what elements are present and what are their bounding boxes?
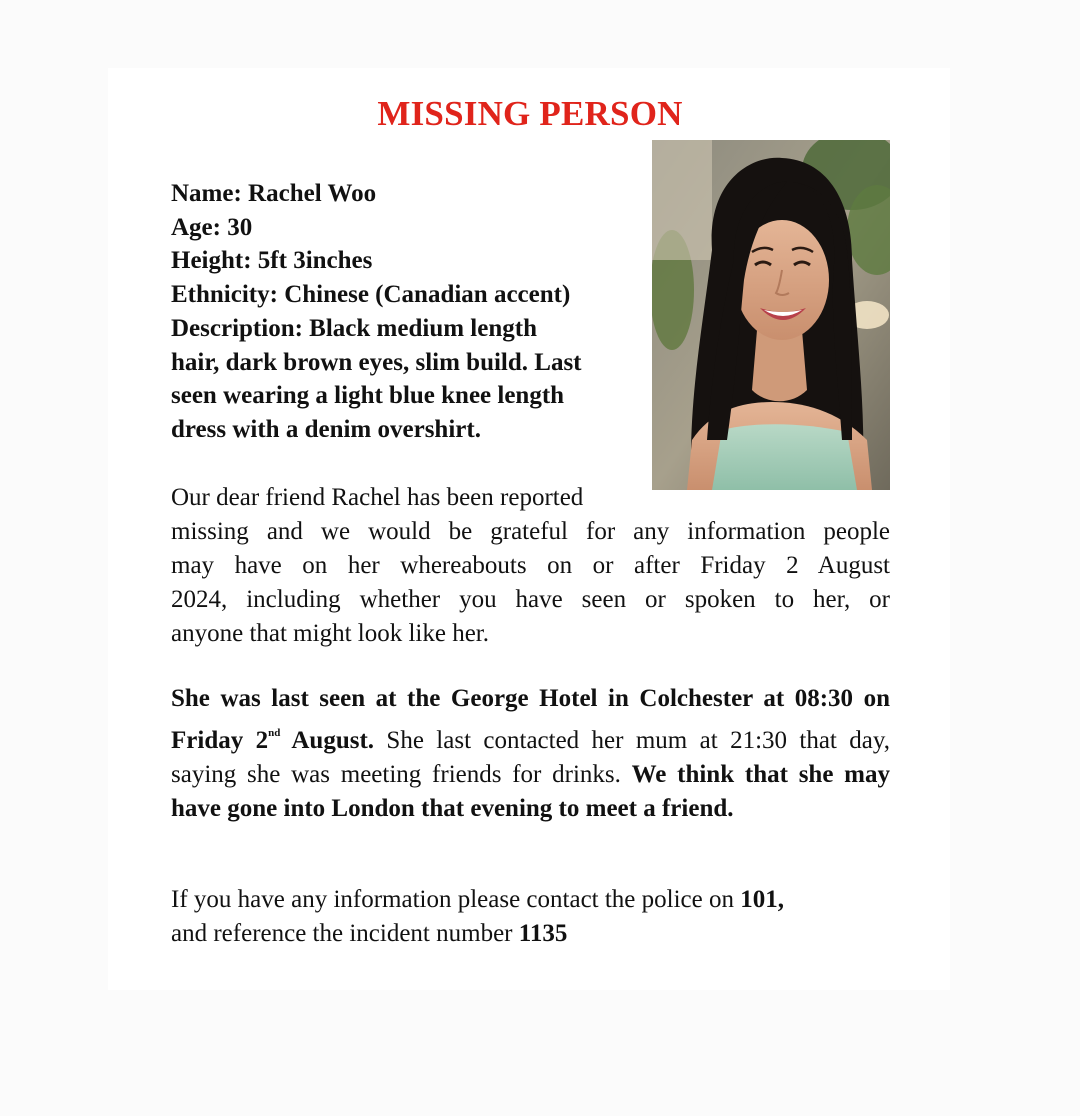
appeal-paragraph	[171, 515, 890, 651]
appeal-line: anyone that might look like her.	[171, 620, 489, 647]
missing-person-photo	[652, 140, 890, 490]
detail-height: Height: 5ft 3inches	[171, 247, 373, 275]
detail-description-line: dress with a denim overshirt.	[171, 415, 481, 443]
last-seen-month: August.	[280, 727, 375, 754]
appeal-line: may have on her whereabouts on or after Friday 2 August	[171, 552, 890, 579]
detail-name: Name: Rachel Woo	[171, 180, 377, 207]
appeal-paragraph-first-line: Our dear friend Rachel has been reported	[171, 484, 584, 511]
appeal-line: missing and we would be grateful for any information people	[171, 518, 890, 545]
incident-number: 1135	[518, 920, 568, 947]
detail-description-line: hair, dark brown eyes, slim build. Last	[171, 348, 582, 376]
detail-description-line: Description: Black medium length	[171, 314, 537, 342]
last-contact-text: She last contacted her mum at 21:30 that day, saying she was meeting friends for drinks.	[171, 727, 890, 788]
last-seen-bold: She was last seen at the George Hotel in Colchester at 08:30 on Friday 2	[171, 685, 890, 754]
police-phone-number: 101,	[740, 886, 784, 913]
contact-text: If you have any information please contact the police on	[171, 886, 741, 913]
detail-ethnicity: Ethnicity: Chinese (Canadian accent)	[171, 281, 571, 309]
date-ordinal-suffix: nd	[268, 727, 281, 739]
person-details	[171, 177, 651, 447]
poster-title: MISSING PERSON	[377, 94, 683, 133]
last-seen-paragraph	[171, 682, 890, 826]
detail-description-line: seen wearing a light blue knee length	[171, 382, 565, 410]
london-theory-text: We think that she may have gone into London that evening to meet a friend.	[171, 761, 891, 822]
detail-age: Age: 30	[171, 213, 253, 241]
reference-text: and reference the incident number	[171, 920, 519, 947]
appeal-line: 2024, including whether you have seen or spoken to her, or	[171, 586, 890, 613]
contact-paragraph	[171, 883, 890, 951]
